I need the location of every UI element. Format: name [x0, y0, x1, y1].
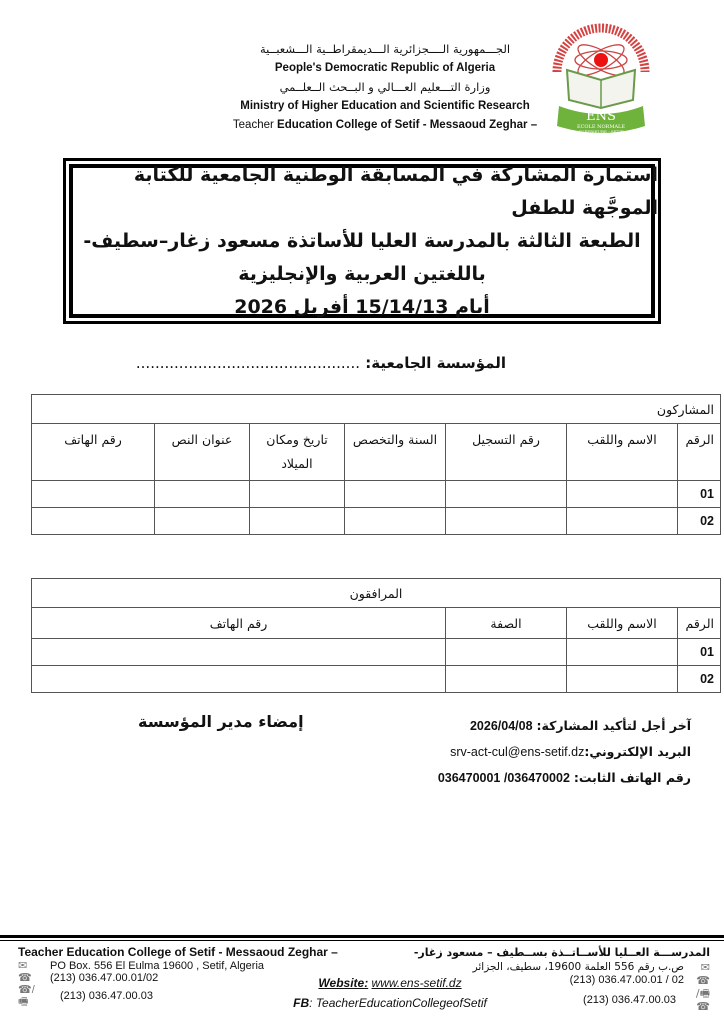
footer-address-row-ar	[414, 961, 710, 974]
footer-divider	[0, 935, 724, 942]
college-name-rest: Education College of Setif - Messaoud Zeghar –	[273, 119, 538, 131]
table-row	[32, 666, 721, 693]
header-phone: رقم الهاتف	[32, 424, 155, 481]
email-line	[438, 739, 691, 765]
table-row	[32, 639, 721, 666]
cell-year-specialty[interactable]	[345, 508, 446, 535]
republic-name-en: People's Democratic Republic of Algeria	[274, 62, 496, 74]
cell-capacity[interactable]	[446, 666, 567, 693]
phone-value: 036470002/ 036470001	[437, 771, 570, 785]
header-number: الرقم	[678, 424, 721, 481]
cell-full-name[interactable]	[567, 666, 678, 693]
form-title-box	[63, 158, 661, 324]
row-number: 01	[678, 639, 721, 666]
footer-fax-ar: (213) 036.47.00.03	[583, 993, 676, 1006]
companions-table	[31, 578, 721, 693]
fax-icon: 🖷	[699, 987, 710, 1000]
header-text-title: عنوان النص	[155, 424, 250, 481]
separator: /	[31, 984, 35, 996]
mail-icon: ✉	[18, 960, 28, 972]
contact-info	[438, 713, 691, 791]
deadline-value: 2026/04/08	[469, 719, 533, 733]
website-label: Website:	[318, 976, 369, 990]
footer-address-row	[18, 960, 338, 972]
separator: /	[695, 987, 700, 1000]
phone-icon: ☎	[18, 972, 32, 984]
header-birth-date-place: تاريخ ومكان الميلاد	[250, 424, 345, 481]
companions-caption: المرافقون	[32, 579, 721, 608]
footer-phone-ar: (213) 036.47.00.01 / 02	[569, 974, 684, 986]
logo-acronym: ENS	[586, 109, 616, 124]
cell-year-specialty[interactable]	[345, 481, 446, 508]
cell-full-name[interactable]	[567, 508, 678, 535]
mail-icon: ✉	[700, 961, 710, 974]
title-line-3: باللغتين العربية والإنجليزية	[238, 262, 486, 285]
footer-phone-row-ar	[414, 974, 710, 987]
row-number: 02	[678, 508, 721, 535]
website-link[interactable]: www.ens-setif.dz	[371, 976, 462, 990]
ministry-name-en: Ministry of Higher Education and Scientific Research	[240, 100, 530, 112]
cell-phone[interactable]	[32, 666, 446, 693]
director-signature-label: إمضاء مدير المؤسسة	[138, 712, 304, 731]
header-capacity: الصفة	[446, 608, 567, 639]
phone-line	[438, 765, 691, 791]
participants-caption: المشاركون	[32, 395, 721, 424]
phone-fax-icon	[18, 984, 44, 1008]
institution-label: المؤسسة الجامعية:	[365, 354, 506, 372]
cell-phone[interactable]	[32, 639, 446, 666]
footer-fax-en: (213) 036.47.00.03	[60, 990, 153, 1002]
ens-logo-icon	[545, 22, 657, 137]
footer-divider-thin	[0, 940, 724, 941]
footer-contact-ar	[414, 946, 710, 1013]
footer-college-name-en: Teacher Education College of Setif - Messaoud Zeghar –	[18, 945, 338, 959]
footer-phone-en: (213) 036.47.00.01/02	[50, 972, 159, 984]
participants-header-row	[32, 424, 721, 481]
deadline-line	[438, 713, 691, 739]
cell-text-title[interactable]	[155, 508, 250, 535]
header-full-name: الاسم واللقب	[567, 608, 678, 639]
cell-full-name[interactable]	[567, 639, 678, 666]
header-year-specialty: السنة والتخصص	[345, 424, 446, 481]
phone-fax-icon	[684, 987, 710, 1013]
cell-text-title[interactable]	[155, 481, 250, 508]
institution-value[interactable]: ...............................................	[135, 354, 360, 372]
header-full-name: الاسم واللقب	[567, 424, 678, 481]
college-name-prefix: Teacher	[232, 119, 274, 131]
cell-birth-date-place[interactable]	[250, 481, 345, 508]
deadline-label: آخر أجل لتأكيد المشاركة:	[536, 718, 691, 733]
table-row	[32, 508, 721, 535]
college-name-en	[200, 116, 570, 135]
cell-full-name[interactable]	[567, 481, 678, 508]
footer-fax-row-ar	[414, 987, 710, 1013]
footer-college-name-ar: المدرســـة العــليا للأســاتــذة بســطيف – مسعود زغار-	[413, 946, 710, 959]
phone-icon: ☎	[696, 974, 710, 987]
row-number: 01	[678, 481, 721, 508]
title-line-4: أيام 15/14/13 أفريل 2026	[234, 295, 490, 318]
cell-registration-number[interactable]	[446, 508, 567, 535]
header-registration-number: رقم التسجيل	[446, 424, 567, 481]
row-number: 02	[678, 666, 721, 693]
institution-field[interactable]	[136, 354, 506, 372]
facebook-label: FB	[293, 996, 310, 1010]
cell-registration-number[interactable]	[446, 481, 567, 508]
cell-birth-date-place[interactable]	[250, 508, 345, 535]
email-label: البريد الإلكتروني:	[584, 744, 691, 759]
email-value[interactable]: srv-act-cul@ens-setif.dz	[450, 745, 585, 759]
facebook-handle[interactable]: : TeacherEducationCollegeofSetif	[309, 996, 487, 1010]
header-phone: رقم الهاتف	[32, 608, 446, 639]
phone-label: رقم الهاتف الثابت:	[573, 770, 691, 785]
fax-icon: 🖷	[18, 996, 29, 1008]
header-number: الرقم	[678, 608, 721, 639]
title-line-2: الطبعة الثالثة بالمدرسة العليا للأساتذة مسعود زغار–سطيف-	[83, 229, 641, 252]
letterhead	[200, 40, 570, 135]
republic-name-ar: الجـــمهورية الــــجزائرية الـــديمقراطــية الـــشعبــية	[259, 42, 511, 56]
table-row	[32, 481, 721, 508]
title-line-1: استمارة المشاركة في المسابقة الوطنية الجامعية للكتابة الموجَّهة للطفل	[133, 163, 658, 219]
logo-subtitle-1: ECOLE NORMALE	[576, 124, 626, 130]
footer-divider-thick	[0, 935, 724, 938]
cell-capacity[interactable]	[446, 639, 567, 666]
participants-table	[31, 394, 721, 535]
logo-subtitle-2: SUPERIEURE - SETIF	[578, 129, 624, 134]
cell-phone[interactable]	[32, 508, 155, 535]
footer-address-en: PO Box. 556 El Eulma 19600 , Setif, Algeria	[50, 960, 265, 972]
form-title	[66, 161, 658, 321]
cell-phone[interactable]	[32, 481, 155, 508]
ministry-name-ar: وزارة التـــعليم العـــالي و البــحث الــعلــمي	[279, 80, 491, 94]
phone-icon: ☎	[18, 984, 32, 996]
footer-address-ar: ص.ب رقم 556 العلمة 19600، سطيف، الجزائر	[472, 961, 684, 973]
companions-header-row	[32, 608, 721, 639]
ens-logo	[545, 22, 657, 137]
phone-icon: ☎	[696, 1000, 710, 1013]
